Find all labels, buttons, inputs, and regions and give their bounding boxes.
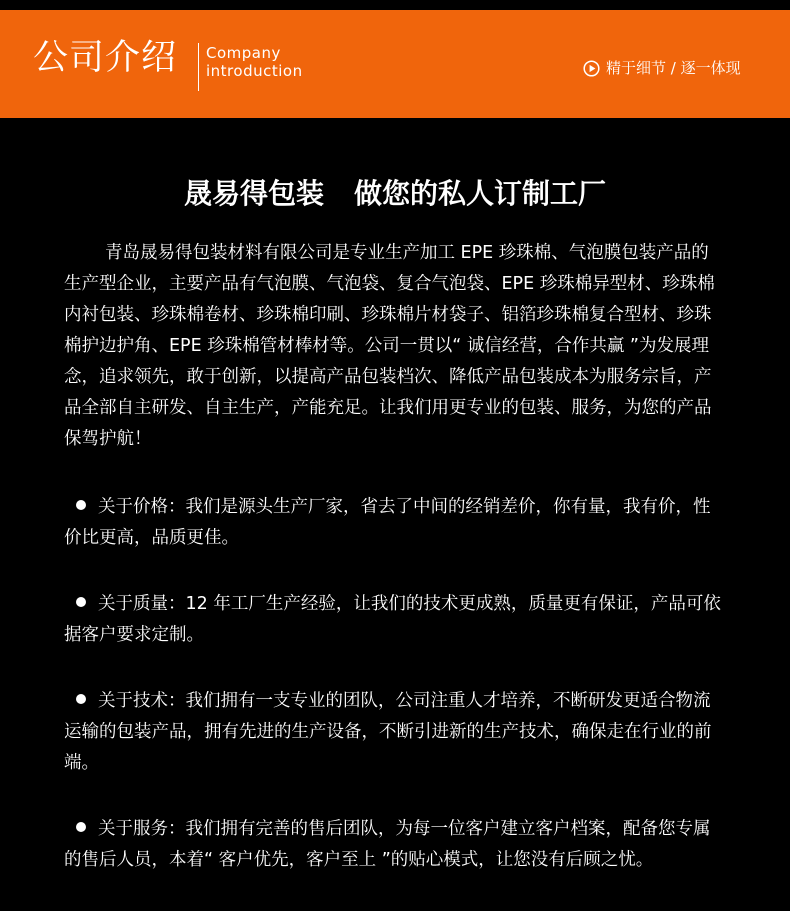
bullet-icon — [76, 694, 86, 704]
header-banner — [0, 10, 790, 118]
feature-list — [64, 492, 726, 876]
bullet-icon — [76, 597, 86, 607]
english-title-line-2: introduction — [206, 62, 303, 80]
feature-label: 关于技术： — [98, 691, 186, 711]
feature-item-quality — [64, 589, 726, 651]
bullet-icon — [76, 822, 86, 832]
feature-label: 关于质量： — [98, 594, 186, 614]
content-body — [64, 238, 726, 911]
feature-text: 我们是源头生产厂家，省去了中间的经销差价，你有量，我有价，性价比更高，品质更佳。 — [64, 497, 711, 548]
feature-label: 关于价格： — [98, 497, 186, 517]
section-title: 公司介绍 — [33, 38, 178, 78]
heading-company-name: 晟易得包装 — [183, 177, 324, 210]
section-title-english — [206, 44, 303, 80]
feature-text: 12 年工厂生产经验，让我们的技术更成熟，质量更有保证，产品可依据客户要求定制。 — [64, 594, 721, 645]
intro-paragraph: 青岛晟易得包装材料有限公司是专业生产加工 EPE 珍珠棉、气泡膜包装产品的生产型企业，主要产品有气泡膜、气泡袋、复合气泡袋、EPE 珍珠棉异型材、珍珠棉内衬包装、珍珠棉卷材、珍珠棉印刷、珍珠棉片材袋子、铝箔珍珠棉复合型材、珍珠棉护边护角、EPE 珍珠棉管材棒材等。公司一贯以“ 诚信经营，合作共赢 ”为发展理念，追求领先，敢于创新，以提高产品包装档次、降低产品包装成本为服务宗旨，产品全部自主研发、自主生产，产能充足。让我们用更专业的包装、服务，为您的产品保驾护航！ — [64, 243, 715, 449]
feature-item-technology — [64, 686, 726, 779]
title-divider — [198, 43, 199, 91]
feature-text: 我们拥有完善的售后团队，为每一位客户建立客户档案，配备您专属的售后人员，本着“ 客户优先，客户至上 ”的贴心模式，让您没有后顾之忧。 — [64, 819, 711, 870]
main-heading — [0, 176, 790, 212]
heading-tagline: 做您的私人订制工厂 — [354, 177, 607, 210]
feature-item-price — [64, 492, 726, 554]
english-title-line-1: Company — [206, 44, 281, 62]
feature-text: 我们拥有一支专业的团队，公司注重人才培养，不断研发更适合物流运输的包装产品，拥有先进的生产设备，不断引进新的生产技术，确保走在行业的前端。 — [64, 691, 712, 773]
feature-item-service — [64, 814, 726, 876]
slogan-text: 精于细节 / 逐一体现 — [606, 59, 741, 77]
play-circle-icon — [583, 60, 600, 77]
bullet-icon — [76, 500, 86, 510]
feature-label: 关于服务： — [98, 819, 186, 839]
